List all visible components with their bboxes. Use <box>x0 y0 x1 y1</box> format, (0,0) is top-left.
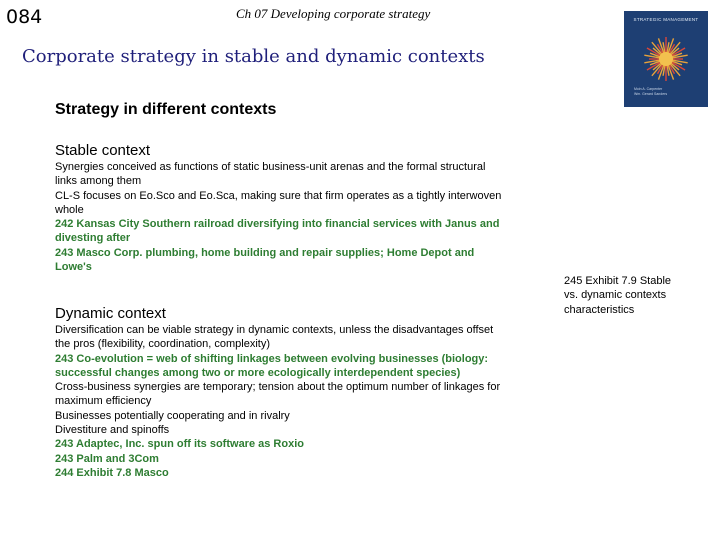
text-line: Cross-business synergies are temporary; tension about the optimum number of linkages for <box>55 381 501 394</box>
book-cover-authors <box>634 87 667 97</box>
text-line: 244 Exhibit 7.8 Masco <box>55 466 169 479</box>
text-line: the pros (flexibility, coordination, complexity) <box>55 338 270 351</box>
text-line: whole <box>55 203 84 216</box>
side-note-line: vs. dynamic contexts <box>564 289 667 302</box>
dynamic-context-heading: Dynamic context <box>55 305 166 322</box>
side-note-line: 245 Exhibit 7.9 Stable <box>564 275 672 287</box>
stable-context-text <box>55 160 545 274</box>
page-title: Corporate strategy in stable and dynamic contexts <box>22 46 485 67</box>
text-line: links among them <box>55 175 142 188</box>
text-line: successful changes among two or more ecologically interdependent species) <box>55 366 461 379</box>
text-line: 243 Masco Corp. plumbing, home building and repair supplies; Home Depot and <box>55 246 475 259</box>
book-cover-author: Moin A. Carpenter <box>634 87 663 91</box>
chapter-header: Ch 07 Developing corporate strategy <box>236 6 431 21</box>
sun-center <box>659 52 673 66</box>
text-line: maximum efficiency <box>55 395 152 408</box>
text-line: 243 Co-evolution = web of shifting linkages between evolving businesses (biology: <box>55 352 489 365</box>
slide-number: 084 <box>6 6 43 28</box>
side-note-line: characteristics <box>564 303 635 316</box>
book-cover-title: STRATEGIC MANAGEMENT <box>633 17 699 22</box>
text-line: Lowe's <box>55 261 92 274</box>
text-line: 242 Kansas City Southern railroad diversifying into financial services with Janus and <box>55 218 500 231</box>
book-cover-author: Wm. Gerard Sanders <box>634 92 668 96</box>
subheading: Strategy in different contexts <box>55 101 277 118</box>
book-cover-image <box>624 11 708 107</box>
dynamic-context-text <box>55 323 545 480</box>
text-line: CL-S focuses on Eo.Sco and Eo.Sca, making sure that firm operates as a tightly interwoven <box>55 189 502 202</box>
text-line: 243 Palm and 3Com <box>55 452 159 465</box>
text-line: divesting after <box>55 232 131 245</box>
side-note <box>564 274 694 317</box>
text-line: 243 Adaptec, Inc. spun off its software as Roxio <box>55 438 304 451</box>
text-line: Businesses potentially cooperating and in rivalry <box>55 409 290 422</box>
text-line: Synergies conceived as functions of static business-unit arenas and the formal structural <box>55 161 486 173</box>
text-line: Divestiture and spinoffs <box>55 424 170 437</box>
stable-context-heading: Stable context <box>55 142 151 159</box>
text-line: Diversification can be viable strategy in dynamic contexts, unless the disadvantages offset <box>55 324 494 336</box>
